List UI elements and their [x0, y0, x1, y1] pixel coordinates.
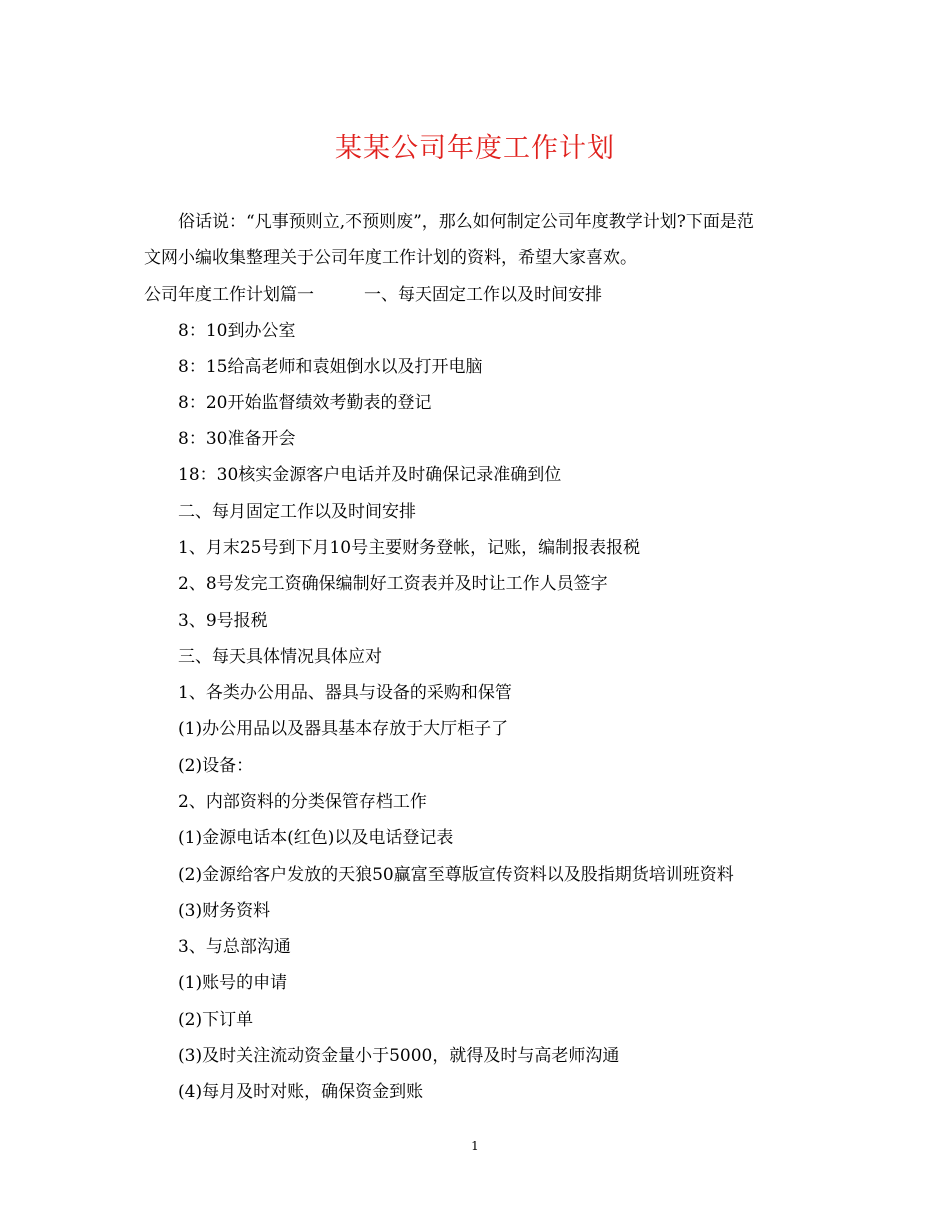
list-item: (3)及时关注流动资金量小于5000，就得及时与高老师沟通 — [178, 1046, 620, 1066]
list-item: 8：30准备开会 — [178, 429, 296, 449]
section-heading-label: 公司年度工作计划篇一 — [144, 285, 314, 305]
list-item: (1)账号的申请 — [178, 973, 288, 993]
list-item: (2)金源给客户发放的天狼50赢富至尊版宣传资料以及股指期货培训班资料 — [178, 865, 734, 885]
document-title: 某某公司年度工作计划 — [335, 133, 615, 164]
intro-paragraph-line-2: 文网小编收集整理关于公司年度工作计划的资料，希望大家喜欢。 — [144, 248, 637, 268]
section-heading — [144, 283, 602, 307]
list-item: 8：10到办公室 — [178, 321, 296, 341]
list-item: (1)办公用品以及器具基本存放于大厅柜子了 — [178, 719, 509, 739]
list-item: 2、内部资料的分类保管存档工作 — [178, 792, 427, 812]
list-item: 8：15给高老师和袁姐倒水以及打开电脑 — [178, 357, 483, 377]
list-item: (3)财务资料 — [178, 901, 271, 921]
list-item: (2)下订单 — [178, 1010, 254, 1030]
section-heading-2: 二、每月固定工作以及时间安排 — [178, 502, 416, 522]
list-item: 2、8号发完工资确保编制好工资表并及时让工作人员签字 — [178, 574, 608, 594]
list-item: (1)金源电话本(红色)以及电话登记表 — [178, 828, 454, 848]
section-heading-subtitle: 一、每天固定工作以及时间安排 — [364, 285, 602, 305]
list-item: 18：30核实金源客户电话并及时确保记录准确到位 — [178, 465, 562, 485]
intro-paragraph-line-1: 俗话说：“凡事预则立,不预则废”，那么如何制定公司年度教学计划?下面是范 — [178, 212, 754, 232]
list-item: 3、9号报税 — [178, 611, 268, 631]
page-number: 1 — [471, 1139, 479, 1153]
list-item: 1、月末25号到下月10号主要财务登帐，记账，编制报表报税 — [178, 538, 641, 558]
list-item: 1、各类办公用品、器具与设备的采购和保管 — [178, 683, 512, 703]
list-item: 3、与总部沟通 — [178, 937, 291, 957]
section-heading-3: 三、每天具体情况具体应对 — [178, 647, 382, 667]
list-item: (2)设备： — [178, 756, 254, 776]
list-item: 8：20开始监督绩效考勤表的登记 — [178, 393, 432, 413]
list-item: (4)每月及时对账，确保资金到账 — [178, 1082, 424, 1102]
